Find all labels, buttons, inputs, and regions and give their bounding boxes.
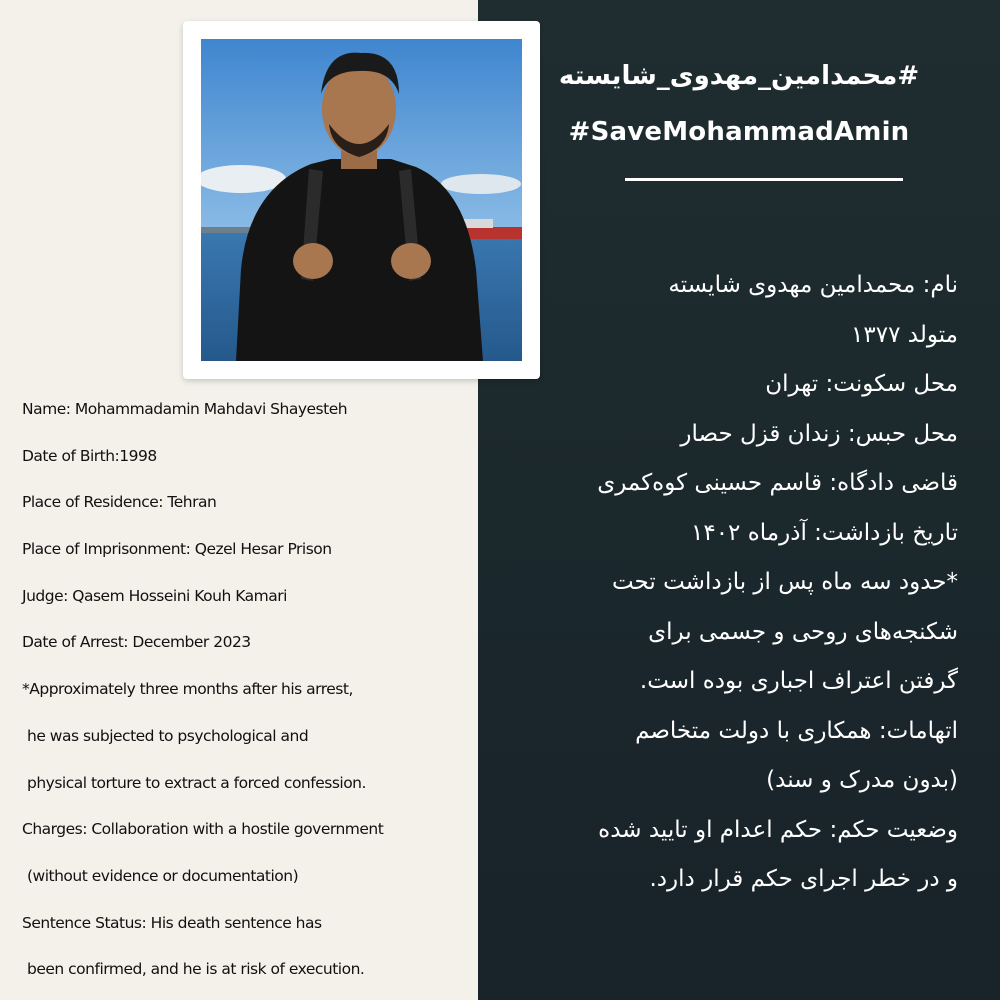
fa-torture-1: *حدود سه ماه پس از بازداشت تحت [611, 569, 958, 595]
fa-residence: محل سکونت: تهران [765, 371, 958, 397]
en-charges-2: (without evidence or documentation) [27, 866, 299, 885]
fa-birth: متولد ۱۳۷۷ [851, 321, 958, 348]
fa-torture-3: گرفتن اعتراف اجباری بوده است. [639, 668, 958, 694]
fa-charges-2: (بدون مدرک و سند) [766, 767, 958, 793]
en-residence: Place of Residence: Tehran [22, 493, 217, 512]
fa-judge: قاضی دادگاه: قاسم حسینی کوه‌کمری [597, 470, 958, 496]
fa-imprisonment: محل حبس: زندان قزل حصار [680, 420, 958, 447]
en-name: Name: Mohammadamin Mahdavi Shayesteh [22, 400, 348, 418]
fa-sentence-2: و در خطر اجرای حکم قرار دارد. [649, 866, 958, 892]
en-sentence-2: been confirmed, and he is at risk of execution. [27, 960, 365, 979]
portrait-icon [201, 39, 522, 361]
en-birth: Date of Birth:1998 [22, 446, 157, 465]
en-judge: Judge: Qasem Hosseini Kouh Kamari [22, 586, 287, 605]
en-torture-1: *Approximately three months after his arrest, [22, 680, 353, 699]
en-torture-3: physical torture to extract a forced confession. [27, 773, 366, 792]
en-torture-2: he was subjected to psychological and [27, 726, 309, 745]
portrait-photo [201, 39, 522, 361]
en-charges-1: Charges: Collaboration with a hostile government [22, 820, 384, 839]
hashtag-persian[interactable]: #محمدامین_مهدوی_شایسته [558, 61, 920, 91]
en-imprisonment: Place of Imprisonment: Qezel Hesar Prison [22, 540, 332, 559]
en-sentence-1: Sentence Status: His death sentence has [22, 913, 322, 932]
hashtag-english[interactable]: #SaveMohammadAmin [568, 117, 910, 147]
fa-torture-2: شکنجه‌های روحی و جسمی برای [648, 618, 958, 645]
fa-name: نام: محمدامین مهدوی شایسته [668, 272, 958, 298]
fa-sentence-1: وضعیت حکم: حکم اعدام او تایید شده [598, 816, 958, 843]
divider [625, 178, 903, 181]
en-arrest: Date of Arrest: December 2023 [22, 633, 251, 652]
persian-info [498, 262, 958, 906]
fa-charges-1: اتهامات: همکاری با دولت متخاصم [635, 717, 958, 744]
english-info [22, 390, 472, 997]
fa-arrest: تاریخ بازداشت: آذرماه ۱۴۰۲ [691, 519, 958, 546]
hashtags [478, 54, 1000, 154]
